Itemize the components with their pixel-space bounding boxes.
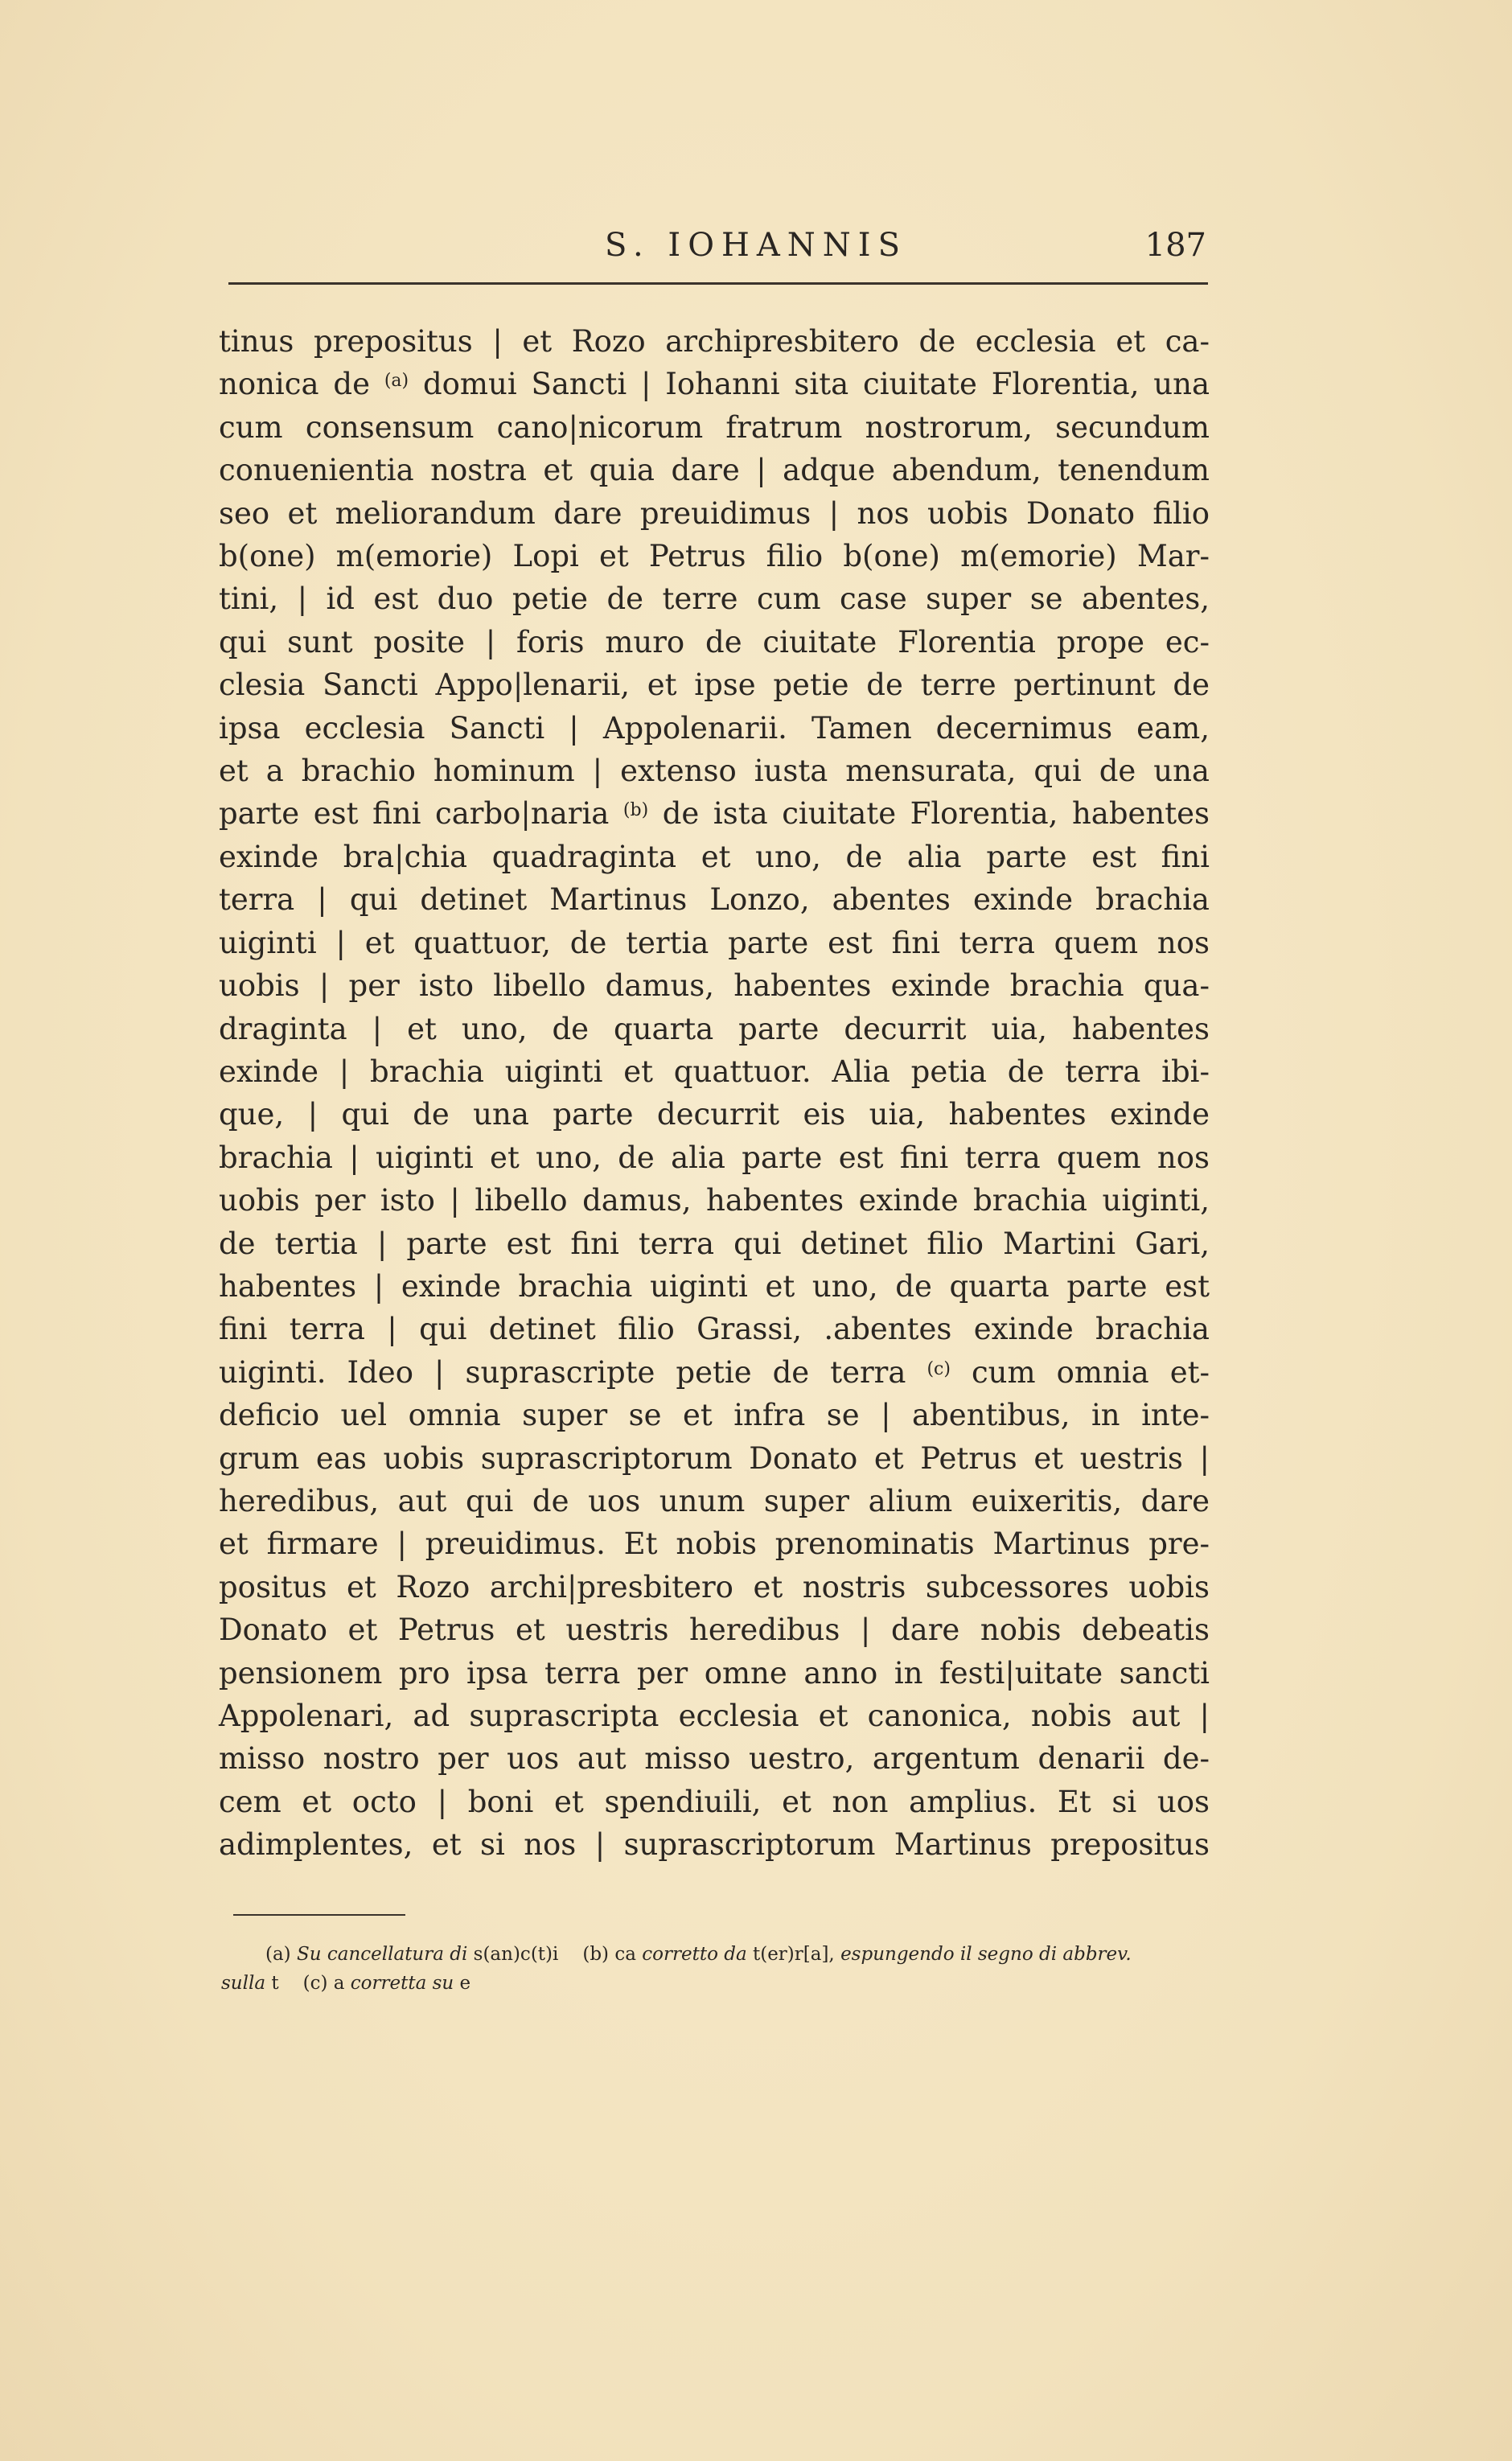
text-line: pensionem pro ipsa terra per omne anno in festi|uitate sancti (219, 1655, 1210, 1691)
text-line: clesia Sancti Appo|lenarii, et ipse petie de terre pertinunt de (219, 668, 1210, 703)
footnote-marker: (c) (927, 1358, 951, 1379)
text-line: de tertia | parte est fini terra qui detinet filio Martini Gari, (219, 1226, 1210, 1261)
footnote-text: (a) (265, 1944, 297, 1965)
text-line: et a brachio hominum | extenso iusta mensurata, qui de una (219, 754, 1210, 789)
text-line: habentes | exinde brachia uiginti et uno, de quarta parte est (219, 1268, 1210, 1304)
footnote-text: espungendo il segno di abbrev. (840, 1944, 1132, 1965)
text-line: deficio uel omnia super se et infra se | abentibus, in inte- (219, 1398, 1210, 1433)
text-line: parte est fini carbo|naria $^{(b)}$ de ista ciuitate Florentia, habentes (219, 796, 1210, 832)
text-line: conuenientia nostra et quia dare | adque abendum, tenendum (219, 453, 1210, 488)
text-line: uiginti. Ideo | suprascripte petie de terra $^{(c)}$ cum omnia et- (219, 1354, 1210, 1390)
text-line: tini, | id est duo petie de terre cum case super se abentes, (219, 581, 1210, 617)
footnote-text: e (459, 1973, 471, 1994)
text-line: uobis | per isto libello damus, habentes exinde brachia qua- (219, 968, 1210, 1004)
footnote-text: s(an)c(t)i (473, 1944, 559, 1965)
text-line: exinde | brachia uiginti et quattuor. Alia petia de terra ibi- (219, 1054, 1210, 1089)
footnote-line-2 (221, 1969, 1206, 1998)
footnote-marker: (b) (622, 800, 649, 821)
text-line: que, | qui de una parte decurrit eis uia, habentes exinde (219, 1097, 1210, 1132)
footnote-text: sulla (221, 1973, 272, 1994)
footnote-c (303, 1973, 471, 1994)
text-line: seo et meliorandum dare preuidimus | nos uobis Donato filio (219, 495, 1210, 531)
text-line: nonica de $^{(a)}$ domui Sancti | Iohanni sita ciuitate Florentia, una (219, 367, 1210, 402)
text-line: heredibus, aut qui de uos unum super alium euixeritis, dare (219, 1483, 1210, 1518)
text-line: uiginti | et quattuor, de tertia parte est fini terra quem nos (219, 925, 1210, 960)
text-line: positus et Rozo archi|presbitero et nostris subcessores uobis (219, 1569, 1210, 1604)
text-line: et firmare | preuidimus. Et nobis prenominatis Martinus pre- (219, 1526, 1210, 1562)
text-line: b(one) m(emorie) Lopi et Petrus filio b(one) m(emorie) Mar- (219, 539, 1210, 574)
footnote-marker: (a) (384, 371, 409, 392)
text-line: brachia | uiginti et uno, de alia parte est fini terra quem nos (219, 1140, 1210, 1175)
body-text (219, 320, 1210, 1867)
text-line: cum consensum cano|nicorum fratrum nostrorum, secundum (219, 409, 1210, 445)
text-line: ipsa ecclesia Sancti | Appolenarii. Tamen decernimus eam, (219, 710, 1210, 746)
footnote-text: Su cancellatura di (296, 1944, 474, 1965)
footnote-line-1 (221, 1940, 1206, 1969)
header-rule (228, 282, 1208, 285)
footnote-text: t(er)r[a], (752, 1944, 841, 1965)
footnote-text: corretta su (350, 1973, 460, 1994)
footnote-b (582, 1944, 1131, 1965)
footnote-text: (b) ca (582, 1944, 643, 1965)
text-line: grum eas uobis suprascriptorum Donato et Petrus et uestris | (219, 1440, 1210, 1476)
text-line: adimplentes, et si nos | suprascriptorum Martinus prepositus (219, 1827, 1210, 1863)
footnote-rule (233, 1914, 405, 1916)
text-line: uobis per isto | libello damus, habentes exinde brachia uiginti, (219, 1183, 1210, 1218)
footnote-a (265, 1944, 558, 1965)
footnote-text: corretto da (642, 1944, 753, 1965)
footnote-text: (c) a (302, 1973, 351, 1994)
text-line: Donato et Petrus et uestris heredibus | dare nobis debeatis (219, 1613, 1210, 1648)
footnotes (221, 1940, 1206, 1998)
text-line: fini terra | qui detinet filio Grassi, .abentes exinde brachia (219, 1312, 1210, 1347)
text-line: draginta | et uno, de quarta parte decurrit uia, habentes (219, 1011, 1210, 1046)
text-line: qui sunt posite | foris muro de ciuitate Florentia prope ec- (219, 624, 1210, 659)
text-line: cem et octo | boni et spendiuili, et non amplius. Et si uos (219, 1784, 1210, 1819)
footnote-b-continued (221, 1973, 279, 1994)
text-line: terra | qui detinet Martinus Lonzo, abentes exinde brachia (219, 882, 1210, 918)
text-line: misso nostro per uos aut misso uestro, argentum denarii de- (219, 1741, 1210, 1777)
page-number: 187 (1144, 227, 1206, 264)
footnote-text: t (271, 1973, 279, 1994)
text-line: tinus prepositus | et Rozo archipresbitero de ecclesia et ca- (219, 324, 1210, 359)
text-line: exinde bra|chia quadraginta et uno, de alia parte est fini (219, 839, 1210, 874)
text-line: Appolenari, ad suprascripta ecclesia et canonica, nobis aut | (219, 1699, 1210, 1733)
running-title: S. IOHANNIS (605, 227, 907, 264)
